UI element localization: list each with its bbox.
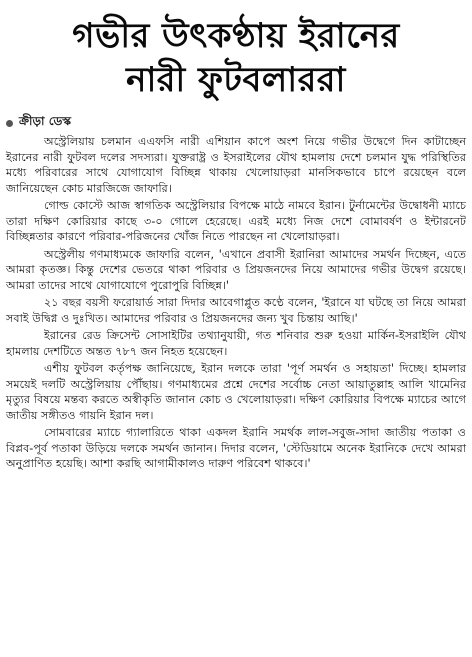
paragraph-5: ইরানের রেড ক্রিসেন্ট সোসাইটির তথ্যানুযায়ী, গত শনিবার শুরু হওয়া মার্কিন-ইসরাইলি যৌথ হামলায় দেশটিতে অন্তত ৭৮৭ জন নিহত হয়েছেন। (6, 329, 466, 358)
headline-line-2: নারী ফুটবলাররা (126, 60, 346, 100)
paragraph-7: সোমবারের ম্যাচে গ্যালারিতে থাকা একদল ইরানি সমর্থক লাল-সবুজ-সাদা জাতীয় পতাকা ও বিপ্লব-পূর্ব পতাকা উড়িয়ে দলকে সমর্থন জানান। দিদার বলেন, 'স্টেডিয়ামে অনেক ইরানিকে দেখে আমরা অনুপ্রাণিত হয়েছি। আশা করছি আগামীকালও দারুণ পরিবেশ থাকবে।' (6, 426, 466, 470)
byline (6, 114, 472, 132)
bullet-icon (6, 120, 13, 127)
byline-text: ক্রীড়া ডেস্ক (19, 114, 72, 128)
paragraph-3: অস্ট্রেলীয় গণমাধ্যমকে জাফারি বলেন, 'এখানে প্রবাসী ইরানিরা আমাদের সমর্থন দিচ্ছেন, এতে আমরা কৃতজ্ঞ। কিন্তু দেশের ভেতরে থাকা পরিবার ও প্রিয়জনদের নিয়ে আমাদের গভীর উদ্বেগ রয়েছে। আমরা তাদের সাথে যোগাযোগে পুরোপুরি বিচ্ছিন্ন।' (6, 247, 466, 292)
paragraph-4: ২১ বছর বয়সী ফরোয়ার্ড সারা দিদার আবেগাপ্লুত কণ্ঠে বলেন, 'ইরানে যা ঘটছে তা নিয়ে আমরা সবাই উদ্বিগ্ন ও দুঃখিত। আমাদের পরিবার ও প্রিয়জনদের জন্য খুব চিন্তায় আছি।' (6, 296, 466, 325)
headline-line-1: গভীর উৎকণ্ঠায় ইরানের (72, 16, 400, 56)
paragraph-6: এশীয় ফুটবল কর্তৃপক্ষ জানিয়েছে, ইরান দলকে তারা 'পূর্ণ সমর্থন ও সহায়তা' দিচ্ছে। হামলার সময়েই দলটি অস্ট্রেলিয়ায় পৌঁছায়। গণমাধ্যমের প্রশ্নে দেশের সর্বোচ্চ নেতা আয়াতুল্লাহ আলি খামেনির মৃত্যুর বিষয়ে মন্তব্য করতে অস্বীকৃতি জানান কোচ ও খেলোয়াড়রা। দক্ষিণ কোরিয়ার বিপক্ষে ম্যাচের আগে জাতীয় সঙ্গীতও গায়নি ইরান দল। (6, 362, 466, 422)
paragraph-2: গোল্ড কোস্টে আজ স্বাগতিক অস্ট্রেলিয়ার বিপক্ষে মাঠে নামবে ইরান। টুর্নামেন্টের উদ্বোধনী ম্যাচে তারা দক্ষিণ কোরিয়ার কাছে ৩-০ গোলে হেরেছে। এরই মধ্যে নিজ দেশে বোমাবর্ষণ ও ইন্টারনেট বিচ্ছিন্নতার কারণে পরিবার-পরিজনের খোঁজ নিতে পারছেন না খেলোয়াড়রা। (6, 199, 466, 243)
paragraph-1: অস্ট্রেলিয়ায় চলমান এএফসি নারী এশিয়ান কাপে অংশ নিয়ে গভীর উদ্বেগে দিন কাটাচ্ছেন ইরানের নারী ফুটবল দলের সদস্যরা। যুক্তরাষ্ট্র ও ইসরাইলের যৌথ হামলায় দেশে চলমান যুদ্ধ পরিস্থিতির মধ্যে পরিবারের সাথে যোগাযোগ বিচ্ছিন্ন থাকায় খেলোয়াড়রা মানসিকভাবে চাপে রয়েছেন বলে জানিয়েছেন কোচ মারজিজে জাফারি। (6, 135, 466, 195)
headline (0, 0, 472, 102)
article-body (6, 134, 466, 472)
